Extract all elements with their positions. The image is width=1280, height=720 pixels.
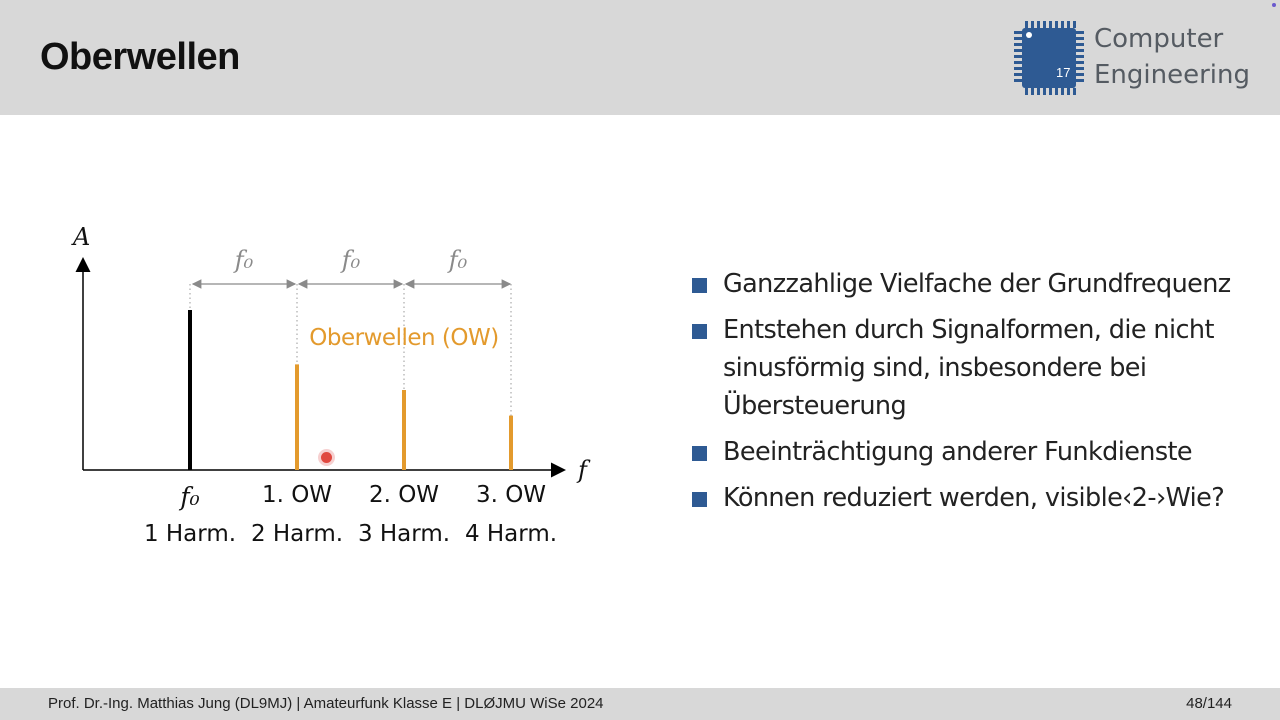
logo-badge: 17 [1056,65,1071,80]
harmonic-label-3: 3 Harm. [357,521,451,547]
header-bar [0,0,1280,115]
slide-title: Oberwellen [40,36,240,78]
tick-label-ow1: 1. OW [261,482,333,508]
harmonic-label-1: 1 Harm. [143,521,237,547]
corner-indicator-dot [1272,3,1276,7]
spacing-label-3: f₀ [448,246,468,274]
bullet-list [692,265,1262,525]
computer-engineering-logo [1010,18,1260,98]
bullet-square-icon [692,446,707,461]
footer-info: Prof. Dr.-Ing. Matthias Jung (DL9MJ) | Amateurfunk Klasse E | DLØJMU WiSe 2024 [48,695,604,712]
x-axis-label: f [578,456,587,484]
harmonics-diagram [60,215,620,555]
bullet-square-icon [692,324,707,339]
tick-label-ow3: 3. OW [475,482,547,508]
bullet-square-icon [692,278,707,293]
bullet-item: Entstehen durch Signalformen, die nicht sinusförmig sind, insbesondere bei Übersteuerung [692,311,1262,425]
chip-icon [1010,18,1088,98]
tick-label-f0: f₀ [180,482,200,511]
bullet-item: Ganzzahlige Vielfache der Grundfrequenz [692,265,1262,303]
bullet-square-icon [692,492,707,507]
harmonic-label-4: 4 Harm. [464,521,558,547]
tick-label-ow2: 2. OW [368,482,440,508]
logo-line-2: Engineering [1094,60,1250,90]
laser-pointer-dot [321,452,332,463]
bullet-item: Beeinträchtigung anderer Funkdienste [692,433,1262,471]
y-axis-label: A [73,223,91,251]
bullet-item: Können reduziert werden, visible‹2-›Wie? [692,479,1262,517]
logo-line-1: Computer [1094,24,1224,54]
spacing-label-2: f₀ [341,246,361,274]
overtones-label: Oberwellen (OW) [309,325,499,351]
footer-bar [0,688,1280,720]
page-number: 48/144 [1186,695,1232,712]
harmonic-label-2: 2 Harm. [250,521,344,547]
spacing-label-1: f₀ [234,246,254,274]
